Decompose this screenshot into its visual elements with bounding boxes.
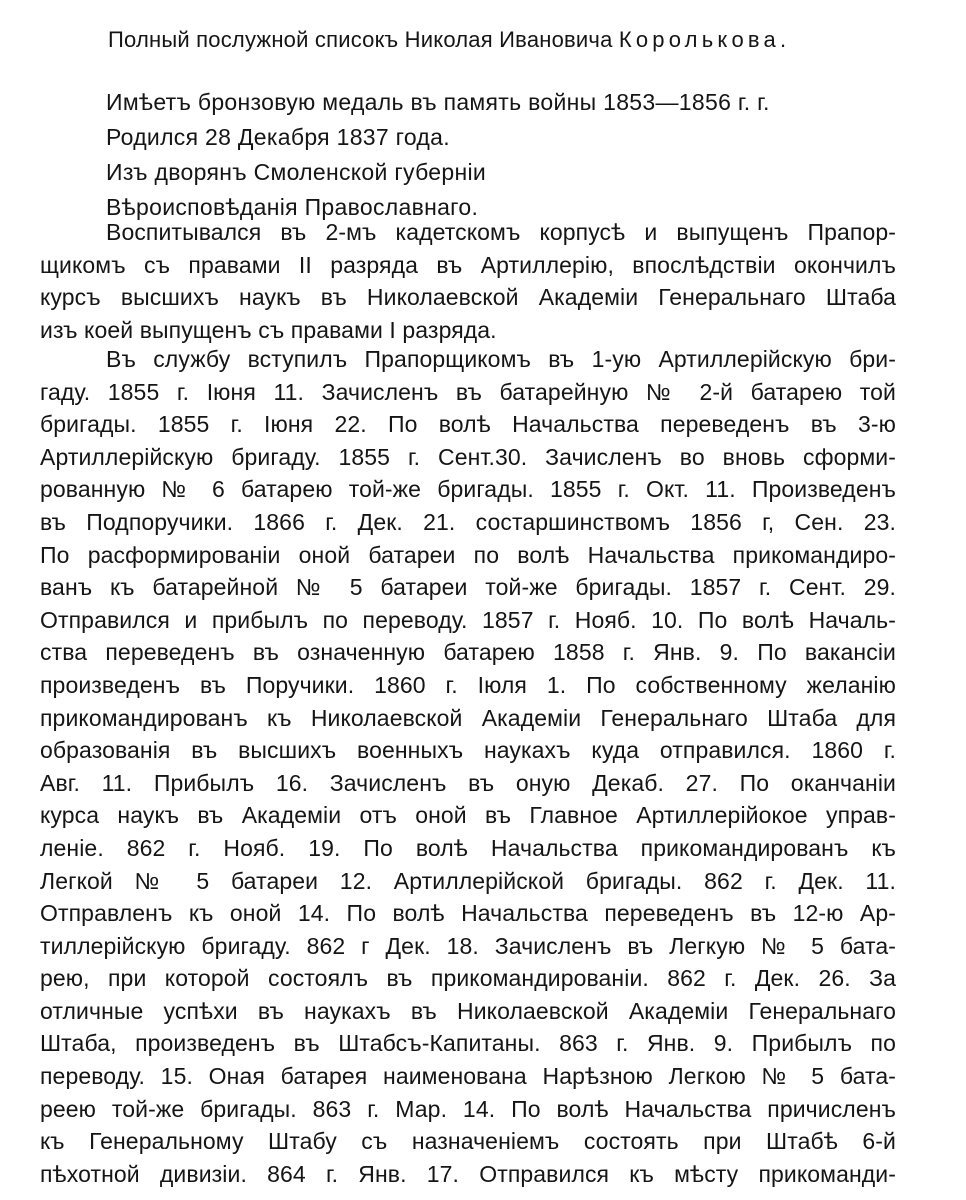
service-paragraph (40, 343, 896, 1190)
document-title (108, 26, 790, 54)
fact-origin: Изъ дворянъ Смоленской губерніи (106, 159, 487, 185)
paragraph-line: переводу. 15. Оная батарея наименована Нарѣзною Легкою № 5 бата- (40, 1063, 896, 1090)
paragraph-line: По расформированіи оной батареи по волѣ Начальства прикомандиро- (40, 541, 896, 568)
paragraph-line: курса наукъ въ Академіи отъ оной въ Главное Артиллерійокое управ- (40, 802, 896, 829)
paragraph-line: прикомандированъ къ Николаевской Академіи Генеральнаго Штаба для (40, 704, 896, 731)
paragraph-line: пѣхотной дивизіи. 864 г. Янв. 17. Отправился къ мѣсту прикоманди- (40, 1160, 896, 1187)
paragraph-line: образованія въ высшихъ военныхъ наукахъ куда отправился. 1860 г. (40, 737, 896, 764)
paragraph-line: рованную № 6 батарею той-же бригады. 1855 г. Окт. 11. Произведенъ (40, 476, 896, 503)
paragraph-line: изъ коей выпущенъ съ правами I разряда. (40, 316, 497, 343)
title-surname: Королькова. (618, 27, 791, 52)
fact-religion: Вѣроисповѣданія Православнаго. (106, 194, 479, 220)
paragraph-line: леніе. 862 г. Нояб. 19. По волѣ Начальства прикомандированъ къ (40, 834, 896, 861)
paragraph-line: Авг. 11. Прибылъ 16. Зачисленъ въ оную Декаб. 27. По оканчаніи (40, 769, 896, 796)
paragraph-line: рею, при которой состоялъ въ прикомандированіи. 862 г. Дек. 26. За (40, 965, 896, 992)
paragraph-line: курсъ высшихъ наукъ въ Николаевской Академіи Генеральнаго Штаба (40, 284, 896, 311)
paragraph-line: ванъ къ батарейной № 5 батареи той-же бригады. 1857 г. Сент. 29. (40, 574, 896, 601)
paragraph-line: ства переведенъ въ означенную батарею 1858 г. Янв. 9. По вакансіи (40, 639, 896, 666)
paragraph-line: въ Подпоручики. 1866 г. Дек. 21. состаршинствомъ 1856 г, Сен. 23. (40, 508, 896, 535)
paragraph-line: Отправленъ къ оной 14. По волѣ Начальства переведенъ въ 12-ю Ар- (40, 900, 896, 927)
facts-list (106, 85, 770, 225)
fact-birth: Родился 28 Декабря 1837 года. (106, 124, 450, 150)
paragraph-line: Легкой № 5 батареи 12. Артиллерійской бригады. 862 г. Дек. 11. (40, 867, 896, 894)
fact-medal: Имѣетъ бронзовую медаль въ память войны 1853—1856 г. г. (106, 89, 770, 115)
paragraph-line: гаду. 1855 г. Іюня 11. Зачисленъ въ батарейную № 2-й батарею той (40, 378, 896, 405)
paragraph-line: Штаба, произведенъ въ Штабсъ-Капитаны. 863 г. Янв. 9. Прибылъ по (40, 1030, 896, 1057)
paragraph-line: Отправился и прибылъ по переводу. 1857 г. Нояб. 10. По волѣ Началь- (40, 606, 896, 633)
title-text: Полный послужной списокъ Николая Ивановича (108, 27, 619, 52)
paragraph-line: Въ службу вступилъ Прапорщикомъ въ 1-ую Артиллерійскую бри- (106, 346, 896, 372)
paragraph-line: Артиллерійскую бригаду. 1855 г. Сент.30. Зачисленъ во вновь сформи- (40, 443, 896, 470)
education-paragraph (40, 216, 896, 346)
paragraph-line: отличные успѣхи въ наукахъ въ Николаевской Академіи Генеральнаго (40, 997, 896, 1024)
paragraph-line: щикомъ съ правами II разряда въ Артиллерію, впослѣдствіи окончилъ (40, 251, 896, 278)
paragraph-line: къ Генеральному Штабу съ назначеніемъ состоять при Штабѣ 6-й (40, 1128, 896, 1155)
paragraph-line: тиллерійскую бригаду. 862 г Дек. 18. Зачисленъ въ Легкую № 5 бата- (40, 932, 896, 959)
paragraph-line: реею той-же бригады. 863 г. Мар. 14. По волѣ Начальства причисленъ (40, 1095, 896, 1122)
paragraph-line: бригады. 1855 г. Іюня 22. По волѣ Начальства переведенъ въ 3-ю (40, 411, 896, 438)
paragraph-line: произведенъ въ Поручики. 1860 г. Іюля 1. По собственному желанію (40, 671, 896, 698)
paragraph-line: Воспитывался въ 2-мъ кадетскомъ корпусѣ и выпущенъ Прапор- (106, 219, 896, 245)
